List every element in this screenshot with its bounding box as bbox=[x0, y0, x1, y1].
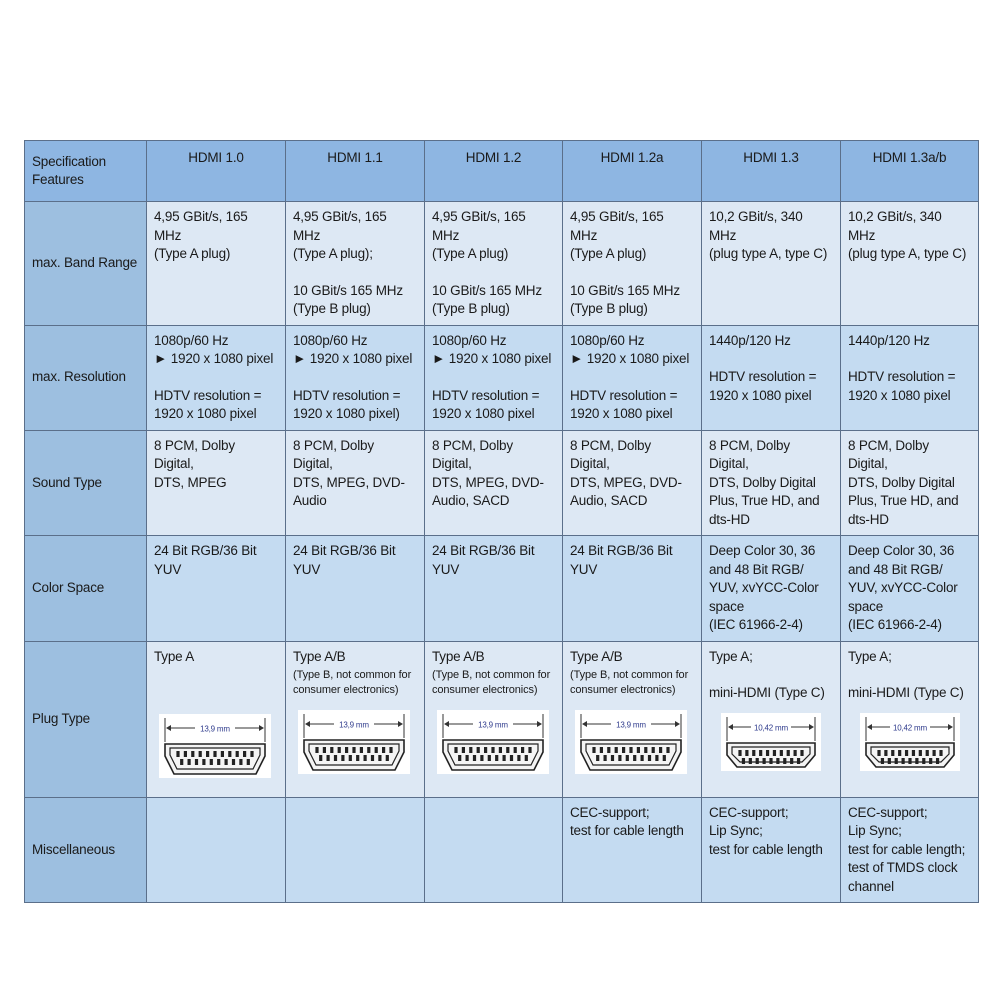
spec-cell bbox=[702, 641, 841, 797]
mini-hdmi-connector-icon bbox=[860, 713, 960, 771]
paragraph-gap bbox=[432, 369, 555, 387]
cell-text: HDTV resolution = 1920 x 1080 pixel bbox=[570, 387, 678, 421]
header-col-hdmi-1-3: HDMI 1.3 bbox=[702, 141, 841, 202]
plug-extra: mini-HDMI (Type C) bbox=[709, 685, 825, 700]
dimension-label: 10,42 mm bbox=[754, 723, 788, 732]
cell-text: CEC-support; test for cable length bbox=[570, 804, 684, 838]
cell-text: 10,2 GBit/s, 340 MHz (plug type A, type C) bbox=[709, 209, 828, 261]
cell-text: 24 Bit RGB/36 Bit YUV bbox=[432, 543, 535, 577]
dimension-label: 10,42 mm bbox=[893, 723, 927, 732]
spec-cell bbox=[841, 325, 979, 430]
spec-cell bbox=[841, 536, 979, 642]
row-label: Color Space bbox=[25, 536, 147, 642]
cell-text: 10,2 GBit/s, 340 MHz (plug type A, type C) bbox=[848, 209, 967, 261]
spec-cell bbox=[425, 797, 563, 903]
cell-text: 1080p/60 Hz ► 1920 x 1080 pixel bbox=[154, 332, 274, 366]
header-col-hdmi-1-2a: HDMI 1.2a bbox=[563, 141, 702, 202]
row-label: Sound Type bbox=[25, 430, 147, 536]
paragraph-gap bbox=[432, 264, 555, 282]
cell-text: 4,95 GBit/s, 165 MHz (Type A plug); bbox=[293, 209, 387, 261]
hdmi-connector-icon bbox=[159, 714, 271, 778]
row-sound-type bbox=[25, 430, 979, 536]
row-plug-type bbox=[25, 641, 979, 797]
spec-cell bbox=[841, 641, 979, 797]
hdmi-connector-icon bbox=[575, 710, 687, 774]
cell-text: CEC-support; Lip Sync; test for cable length bbox=[709, 804, 823, 857]
header-label-cell bbox=[25, 141, 147, 202]
cell-text: HDTV resolution = 1920 x 1080 pixel bbox=[154, 387, 262, 421]
cell-text: 4,95 GBit/s, 165 MHz (Type A plug) bbox=[154, 209, 248, 261]
cell-text: HDTV resolution = 1920 x 1080 pixel bbox=[432, 387, 540, 421]
row-resolution bbox=[25, 325, 979, 430]
plug-type-text: Type A/B bbox=[293, 648, 346, 664]
row-label: max. Band Range bbox=[25, 202, 147, 326]
cell-text: 4,95 GBit/s, 165 MHz (Type A plug) bbox=[570, 209, 664, 261]
header-col-hdmi-1-2: HDMI 1.2 bbox=[425, 141, 563, 202]
spec-cell bbox=[147, 797, 286, 903]
plug-note: (Type B, not common for consumer electronics) bbox=[432, 669, 551, 696]
row-color-space bbox=[25, 536, 979, 642]
spec-cell bbox=[425, 641, 563, 797]
paragraph-gap bbox=[848, 666, 971, 684]
header-col-hdmi-1-1: HDMI 1.1 bbox=[286, 141, 425, 202]
spec-cell bbox=[702, 797, 841, 903]
cell-text: 1080p/60 Hz ► 1920 x 1080 pixel bbox=[293, 332, 413, 366]
cell-text: 24 Bit RGB/36 Bit YUV bbox=[570, 543, 673, 577]
cell-text: CEC-support; Lip Sync; test for cable length; test of TMDS clock channel bbox=[848, 804, 966, 894]
spec-cell bbox=[425, 430, 563, 536]
row-band-range bbox=[25, 202, 979, 326]
cell-text: 1440p/120 Hz bbox=[709, 332, 791, 348]
spec-cell bbox=[286, 202, 425, 326]
cell-text: 1080p/60 Hz ► 1920 x 1080 pixel bbox=[570, 332, 690, 366]
spec-cell bbox=[563, 202, 702, 326]
dimension-label: 13,9 mm bbox=[616, 720, 646, 730]
spec-cell bbox=[147, 536, 286, 642]
row-label: Plug Type bbox=[25, 641, 147, 797]
spec-cell bbox=[702, 202, 841, 326]
spec-cell bbox=[286, 430, 425, 536]
row-label: Miscellaneous bbox=[25, 797, 147, 903]
hdmi-spec-table bbox=[24, 140, 979, 903]
spec-cell bbox=[425, 325, 563, 430]
spec-cell bbox=[147, 325, 286, 430]
row-label: max. Resolution bbox=[25, 325, 147, 430]
spec-cell bbox=[286, 325, 425, 430]
spec-cell bbox=[425, 202, 563, 326]
spec-cell bbox=[286, 797, 425, 903]
spec-cell bbox=[702, 536, 841, 642]
mini-hdmi-connector-icon bbox=[721, 713, 821, 771]
cell-text: 1440p/120 Hz bbox=[848, 332, 930, 348]
cell-text: Deep Color 30, 36 and 48 Bit RGB/ YUV, xvYCC-Color space (IEC 61966-2-4) bbox=[848, 543, 958, 632]
cell-text: 8 PCM, Dolby Digital, DTS, Dolby Digital Plus, True HD, and dts-HD bbox=[709, 437, 820, 527]
cell-text: 8 PCM, Dolby Digital, DTS, MPEG, DVD- Audio bbox=[293, 437, 405, 508]
cell-text: HDTV resolution = 1920 x 1080 pixel) bbox=[293, 387, 401, 421]
paragraph-gap bbox=[154, 369, 278, 387]
spec-cell bbox=[702, 325, 841, 430]
cell-text: 8 PCM, Dolby Digital, DTS, MPEG, DVD- Audio, SACD bbox=[432, 437, 544, 508]
spec-cell bbox=[563, 797, 702, 903]
hdmi-connector-icon bbox=[298, 710, 410, 774]
header-label: Specification Features bbox=[32, 153, 106, 187]
spec-cell bbox=[563, 325, 702, 430]
cell-text: 24 Bit RGB/36 Bit YUV bbox=[293, 543, 396, 577]
cell-text: 24 Bit RGB/36 Bit YUV bbox=[154, 543, 257, 577]
paragraph-gap bbox=[293, 369, 417, 387]
plug-type-text: Type A/B bbox=[570, 648, 623, 664]
dimension-label: 13,9 mm bbox=[339, 720, 369, 730]
plug-extra: mini-HDMI (Type C) bbox=[848, 685, 964, 700]
spec-cell bbox=[425, 536, 563, 642]
cell-text: 10 GBit/s 165 MHz (Type B plug) bbox=[293, 282, 403, 316]
dimension-label: 13,9 mm bbox=[200, 724, 230, 734]
cell-text: 8 PCM, Dolby Digital, DTS, MPEG bbox=[154, 437, 235, 490]
header-col-hdmi-1-0: HDMI 1.0 bbox=[147, 141, 286, 202]
paragraph-gap bbox=[848, 350, 971, 368]
spec-cell bbox=[563, 641, 702, 797]
spec-cell bbox=[286, 536, 425, 642]
dimension-label: 13,9 mm bbox=[478, 720, 508, 730]
cell-text: 4,95 GBit/s, 165 MHz (Type A plug) bbox=[432, 209, 526, 261]
plug-type-text: Type A; bbox=[848, 648, 892, 664]
paragraph-gap bbox=[709, 350, 833, 368]
cell-text: HDTV resolution = 1920 x 1080 pixel bbox=[848, 369, 956, 403]
cell-text: HDTV resolution = 1920 x 1080 pixel bbox=[709, 369, 817, 403]
spec-cell bbox=[841, 797, 979, 903]
spec-cell bbox=[841, 202, 979, 326]
header-col-hdmi-1-3ab: HDMI 1.3a/b bbox=[841, 141, 979, 202]
hdmi-connector-icon bbox=[437, 710, 549, 774]
plug-type-text: Type A bbox=[154, 648, 195, 664]
plug-note: (Type B, not common for consumer electronics) bbox=[570, 669, 689, 696]
cell-text: 1080p/60 Hz ► 1920 x 1080 pixel bbox=[432, 332, 552, 366]
cell-text: 8 PCM, Dolby Digital, DTS, MPEG, DVD- Audio, SACD bbox=[570, 437, 682, 508]
spec-cell bbox=[147, 430, 286, 536]
spec-cell bbox=[841, 430, 979, 536]
cell-text: Deep Color 30, 36 and 48 Bit RGB/ YUV, xvYCC-Color space (IEC 61966-2-4) bbox=[709, 543, 819, 632]
paragraph-gap bbox=[709, 666, 833, 684]
spec-cell bbox=[563, 536, 702, 642]
spec-cell bbox=[286, 641, 425, 797]
spec-cell bbox=[702, 430, 841, 536]
plug-type-text: Type A; bbox=[709, 648, 753, 664]
spec-cell bbox=[563, 430, 702, 536]
paragraph-gap bbox=[570, 264, 694, 282]
paragraph-gap bbox=[293, 264, 417, 282]
paragraph-gap bbox=[570, 369, 694, 387]
cell-text: 8 PCM, Dolby Digital, DTS, Dolby Digital Plus, True HD, and dts-HD bbox=[848, 437, 959, 527]
plug-type-text: Type A/B bbox=[432, 648, 485, 664]
cell-text: 10 GBit/s 165 MHz (Type B plug) bbox=[432, 282, 542, 316]
row-misc bbox=[25, 797, 979, 903]
spec-cell bbox=[147, 641, 286, 797]
spec-cell bbox=[147, 202, 286, 326]
header-row bbox=[25, 141, 979, 202]
plug-note: (Type B, not common for consumer electronics) bbox=[293, 669, 412, 696]
cell-text: 10 GBit/s 165 MHz (Type B plug) bbox=[570, 282, 680, 316]
